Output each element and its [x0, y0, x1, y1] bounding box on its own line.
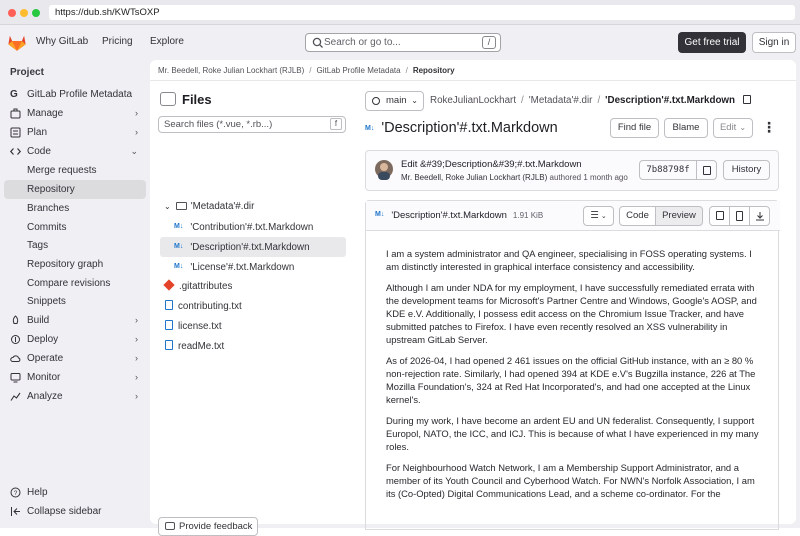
tree-folder-metadata[interactable] [164, 197, 344, 217]
address-bar[interactable]: https://dub.sh/KWTsOXP [49, 5, 795, 20]
markdown-file-icon: M↓ [365, 125, 375, 132]
tree-node-label: license.txt [178, 321, 222, 332]
sidebar-item-monitor[interactable] [4, 368, 146, 387]
code-view-button[interactable]: Code [619, 206, 656, 226]
sidebar-item-merge-requests[interactable] [4, 161, 146, 180]
commit-author[interactable]: Mr. Beedell, Roke Julian Lockhart (RJLB) [401, 173, 548, 182]
provide-feedback-button[interactable] [158, 517, 258, 536]
chevron-right-icon: › [135, 372, 138, 382]
tree-file-contribution[interactable] [169, 217, 344, 237]
deploy-icon [10, 334, 21, 345]
sidebar-item-commits[interactable] [4, 218, 146, 237]
markdown-file-icon: M↓ [174, 263, 184, 270]
tree-node-label: readMe.txt [178, 341, 225, 352]
text-file-icon [165, 320, 173, 330]
sidebar-item-label: GitLab Profile Metadata [27, 89, 133, 100]
sidebar-item-label: Plan [27, 127, 48, 138]
more-actions-icon[interactable]: ⋮ [762, 119, 776, 135]
viewer-filename [375, 210, 543, 221]
sidebar-item-project[interactable] [4, 85, 146, 104]
preview-paragraph: During my work, I have become an ardent EU and UN federalist. Consequently, I support Europol, NATO, the ICC, and ICJ. This is because of what I have experienced in my many roles. [386, 415, 759, 452]
file-viewer-header [366, 201, 780, 231]
breadcrumb-item-owner[interactable]: Mr. Beedell, Roke Julian Lockhart (RJLB) [158, 66, 305, 75]
sidebar-item-operate[interactable] [4, 349, 146, 368]
search-placeholder: Search or go to... [324, 37, 401, 48]
sidebar-item-label: Monitor [27, 372, 61, 383]
chevron-down-icon: ⌄ [739, 123, 747, 132]
sidebar-item-analyze[interactable] [4, 387, 146, 406]
tree-file-license-md[interactable] [169, 257, 344, 277]
breadcrumb-separator: / [309, 66, 312, 75]
preview-paragraph: I am a system administrator and QA engineer, specialising in FOSS operating systems. I am distinctly interested in graphical interface consistency and accessibility. [386, 248, 752, 272]
gitlab-app [0, 25, 800, 532]
feedback-label: Provide feedback [179, 521, 253, 532]
commit-meta [401, 173, 628, 182]
comment-icon [165, 522, 175, 530]
avatar[interactable] [375, 160, 393, 178]
tree-file-readme[interactable] [165, 337, 345, 357]
copy-icon [716, 211, 724, 220]
outline-dropdown-button[interactable] [583, 206, 614, 226]
sidebar-item-label: Deploy [27, 334, 59, 345]
file-title [365, 120, 558, 136]
breadcrumb-separator: / [405, 66, 408, 75]
list-icon: ☰ [590, 210, 599, 221]
branch-selector[interactable] [365, 91, 424, 111]
sidebar-item-manage[interactable] [4, 104, 146, 123]
close-window-dot[interactable] [8, 9, 16, 17]
branch-icon [372, 97, 380, 105]
gitlab-logo-icon[interactable] [8, 34, 26, 51]
sidebar-item-label: Snippets [27, 296, 66, 307]
maximize-window-dot[interactable] [32, 9, 40, 17]
minimize-window-dot[interactable] [20, 9, 28, 17]
file-search-placeholder: Search files (*.vue, *.rb...) [164, 119, 273, 130]
text-file-icon [165, 300, 173, 310]
chevron-right-icon: › [135, 391, 138, 401]
path-segment-file: 'Description'#.txt.Markdown [605, 95, 736, 106]
file-tree-panel [150, 82, 355, 532]
history-button[interactable]: History [723, 160, 770, 180]
find-file-button[interactable]: Find file [610, 118, 659, 138]
blame-button[interactable]: Blame [664, 118, 708, 138]
svg-text:?: ? [13, 490, 18, 497]
help-icon [10, 487, 21, 498]
text-file-icon [165, 340, 173, 350]
markdown-file-icon: M↓ [174, 223, 184, 230]
preview-paragraph: As of 2026-04, I had opened 2 461 issues on the official GitHub instance, with an ≥ 80 % non-rejection rate. Similarly, I had opened 394 at KDE e.V's Bugzilla instance, 226 at The Mozilla Foundation's, 324 at Red Hat Incorporated's, and had one accepted at the Linux kernel's. [386, 355, 756, 405]
path-separator: / [521, 95, 524, 106]
sign-in-button[interactable]: Sign in [752, 32, 796, 53]
tree-file-gitattributes[interactable] [165, 277, 345, 297]
preview-paragraph: For Neighbourhood Watch Network, I am a Membership Support Administrator, and a member of its Youth Council and Cyberhood Watch. For NWN's Norfolk Association, I am its (Co-Opted) Digital Communications Lead, and a scheme co-ordinator. For the [386, 462, 755, 499]
chevron-right-icon: › [135, 315, 138, 325]
nav-pricing[interactable]: Pricing [102, 36, 133, 47]
branch-name: main [386, 95, 407, 106]
sidebar-item-label: Operate [27, 353, 64, 364]
tree-node-label: contributing.txt [178, 301, 242, 312]
chart-icon [10, 391, 21, 402]
search-icon [312, 37, 324, 49]
chevron-right-icon: › [135, 353, 138, 363]
chevron-down-icon: ⌄ [130, 146, 138, 156]
file-content-panel [365, 82, 781, 524]
file-path-breadcrumb [430, 95, 751, 106]
chevron-right-icon: › [135, 334, 138, 344]
sidebar-item-label: Code [27, 146, 51, 157]
collapse-file-tree-icon[interactable] [160, 92, 176, 106]
sidebar-item-compare-revisions[interactable] [4, 274, 146, 293]
preview-view-button[interactable]: Preview [655, 206, 703, 226]
sidebar-title: Project [10, 67, 44, 78]
sidebar-item-label: Tags [27, 240, 49, 251]
code-icon [10, 146, 21, 157]
plan-icon [10, 127, 21, 138]
monitor-icon [10, 372, 21, 383]
rocket-icon [10, 315, 21, 326]
tree-file-contributing[interactable] [165, 297, 345, 317]
edit-dropdown-button[interactable] [713, 118, 753, 138]
copy-icon [703, 166, 711, 175]
tree-node-label: 'Contribution'#.txt.Markdown [190, 222, 314, 233]
sidebar-item-build[interactable] [4, 311, 146, 330]
sidebar-item-label: Repository [27, 184, 75, 195]
tree-node-label: 'Metadata'#.dir [190, 201, 255, 212]
copy-path-icon[interactable] [743, 95, 751, 104]
sidebar-item-deploy[interactable] [4, 330, 146, 349]
path-segment-folder[interactable]: 'Metadata'#.dir [528, 95, 593, 106]
commit-title[interactable]: Edit &#39;Description&#39;#.txt.Markdown [401, 159, 582, 170]
download-button[interactable] [749, 206, 770, 226]
nav-why-gitlab[interactable]: Why GitLab [36, 36, 89, 47]
raw-file-icon [736, 211, 743, 221]
sidebar-item-code[interactable] [4, 142, 146, 161]
top-bar [0, 25, 800, 60]
markdown-preview [386, 247, 764, 508]
git-icon [163, 279, 174, 290]
project-avatar-icon: G [10, 89, 18, 100]
file-viewer [365, 200, 779, 530]
commit-sha[interactable]: 7b88798f [639, 160, 697, 180]
sidebar-item-label: Merge requests [27, 165, 97, 176]
tree-node-label: 'License'#.txt.Markdown [190, 262, 295, 273]
main-panel [150, 60, 796, 532]
breadcrumb [150, 60, 796, 81]
sidebar-item-label: Compare revisions [27, 278, 111, 289]
nav-explore[interactable]: Explore [150, 36, 184, 47]
tree-file-description[interactable] [160, 237, 346, 257]
sidebar-item-label: Manage [27, 108, 64, 119]
file-tree-title: Files [182, 92, 212, 107]
sidebar-item-label: Commits [27, 222, 67, 233]
briefcase-icon [10, 108, 21, 119]
sidebar-item-repository[interactable] [4, 180, 146, 199]
commit-time: authored 1 month ago [549, 173, 628, 182]
last-commit-box [365, 150, 779, 191]
tree-node-label: .gitattributes [179, 281, 233, 292]
tree-file-license[interactable] [165, 317, 345, 337]
sidebar-item-branches[interactable] [4, 199, 146, 218]
help-button[interactable] [4, 483, 146, 502]
sidebar-item-label: Branches [27, 203, 70, 214]
folder-open-icon [176, 202, 187, 210]
path-separator: / [597, 95, 601, 106]
sidebar-item-label: Analyze [27, 391, 63, 402]
markdown-file-icon: M↓ [174, 243, 184, 250]
collapse-left-icon [10, 506, 21, 517]
search-shortcut-key: / [482, 36, 496, 49]
chevron-right-icon: › [135, 108, 138, 118]
path-segment-user[interactable]: RokeJulianLockhart [430, 95, 517, 106]
sidebar-item-tags[interactable] [4, 236, 146, 255]
open-raw-button[interactable] [729, 206, 750, 226]
sidebar-item-label: Help [27, 487, 48, 498]
copy-sha-button[interactable] [696, 160, 717, 180]
file-search-shortcut-key: f [330, 118, 342, 130]
breadcrumb-item-repository[interactable]: Repository [412, 66, 455, 75]
file-size: 1.91 KiB [512, 211, 544, 220]
sidebar-item-plan[interactable] [4, 123, 146, 142]
sidebar [0, 60, 150, 528]
cloud-gear-icon [10, 353, 21, 364]
markdown-file-icon: M↓ [375, 211, 385, 218]
sidebar-item-label: Build [27, 315, 50, 326]
chevron-down-icon: ⌄ [600, 213, 607, 220]
get-free-trial-button[interactable]: Get free trial [678, 32, 746, 53]
file-title-text: 'Description'#.txt.Markdown [381, 120, 558, 136]
sidebar-item-repository-graph[interactable] [4, 255, 146, 274]
global-search-input[interactable] [305, 33, 501, 52]
collapse-sidebar-button[interactable] [4, 502, 146, 521]
chevron-down-icon: ⌄ [411, 96, 418, 105]
preview-paragraph: Although I am under NDA for my employment, I have successfully remediated errata with the development teams for Microsoft's Partner Centre and Windows, Google's AOSP, and KDE e.V. Additionally, I possess edit access on the Chromium Issue Tracker, and have submitted patches to Firefox. I have even recently resolved an XSS vulnerability in upstream GitLab Server. [386, 282, 757, 345]
browser-chrome [0, 0, 800, 25]
sidebar-item-label: Repository graph [27, 259, 104, 270]
viewer-filename-text: 'Description'#.txt.Markdown [391, 210, 507, 221]
chevron-down-icon: ⌄ [164, 202, 171, 211]
download-icon [755, 211, 765, 221]
edit-label: Edit [719, 122, 737, 133]
file-tree-search-input[interactable] [158, 116, 346, 133]
copy-contents-button[interactable] [709, 206, 730, 226]
chevron-right-icon: › [135, 127, 138, 137]
tree-node-label: 'Description'#.txt.Markdown [190, 242, 310, 253]
breadcrumb-item-project[interactable]: GitLab Profile Metadata [316, 66, 401, 75]
sidebar-item-label: Collapse sidebar [27, 506, 102, 517]
sidebar-item-snippets[interactable] [4, 292, 146, 311]
